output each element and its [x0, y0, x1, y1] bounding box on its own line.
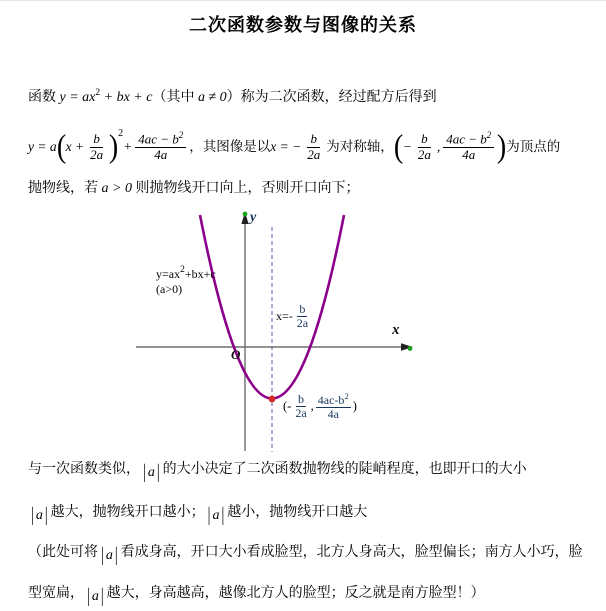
paragraph-abs-a-size: | a | 越大，抛物线开口越小； | a | 越小，抛物线开口越大	[31, 504, 368, 527]
x-axis-tip-dot	[408, 346, 413, 351]
vertex-coordinates-label: (- $\frac{b}{2a}$ , $\frac{4ac-b^2}{4a}$ )	[283, 391, 357, 422]
parabola-figure	[130, 211, 440, 461]
paragraph-analogy-line1: （此处可将 | a | 看成身高，开口大小看成脸型，北方人身高大，脸型偏长；南方人小巧，脸	[28, 544, 583, 567]
origin-label: O	[231, 347, 241, 362]
x-axis-label: x	[392, 322, 400, 338]
y-axis-label: y	[250, 210, 257, 225]
curve-equation-line2: (a>0)	[156, 282, 183, 296]
vertex-point	[269, 396, 276, 403]
y-axis-tip-dot	[243, 212, 248, 217]
paragraph-opening-direction: 抛物线，若 a > 0 则抛物线开口向上，否则开口向下；	[28, 181, 360, 196]
paragraph-abs-a-meaning: 与一次函数类似， | a | 的大小决定了二次函数抛物线的陡峭程度，也即开口的大小	[28, 461, 527, 484]
curve-equation-label	[156, 263, 216, 297]
paragraph-analogy-line2: 型宽扁， | a | 越大，身高越高，越像北方人的脸型；反之就是南方脸型！）	[28, 585, 485, 608]
page-title: 二次函数参数与图像的关系	[189, 15, 417, 35]
curve-equation-line1: $y=ax^2+bx+c$	[156, 265, 216, 281]
symmetry-axis-label: x=- $\frac{b}{2a}$	[276, 302, 309, 331]
paragraph-vertex-formula: y = a ( x + $\frac{b}{2a}$ ) 2 + $\frac{4ac - b^2}{4a}$ ，其图像是以 x = − $\frac{b}{2a}$ 为对称轴， ( − $\frac{b}{2a}$ , $\frac{4ac - b^2}{4a}$ ) 为顶点的	[28, 128, 561, 165]
paragraph-definition: 函数 $y = ax^2$ + bx + c（其中 a ≠ 0）称为二次函数，经过配方后得到	[28, 88, 437, 105]
